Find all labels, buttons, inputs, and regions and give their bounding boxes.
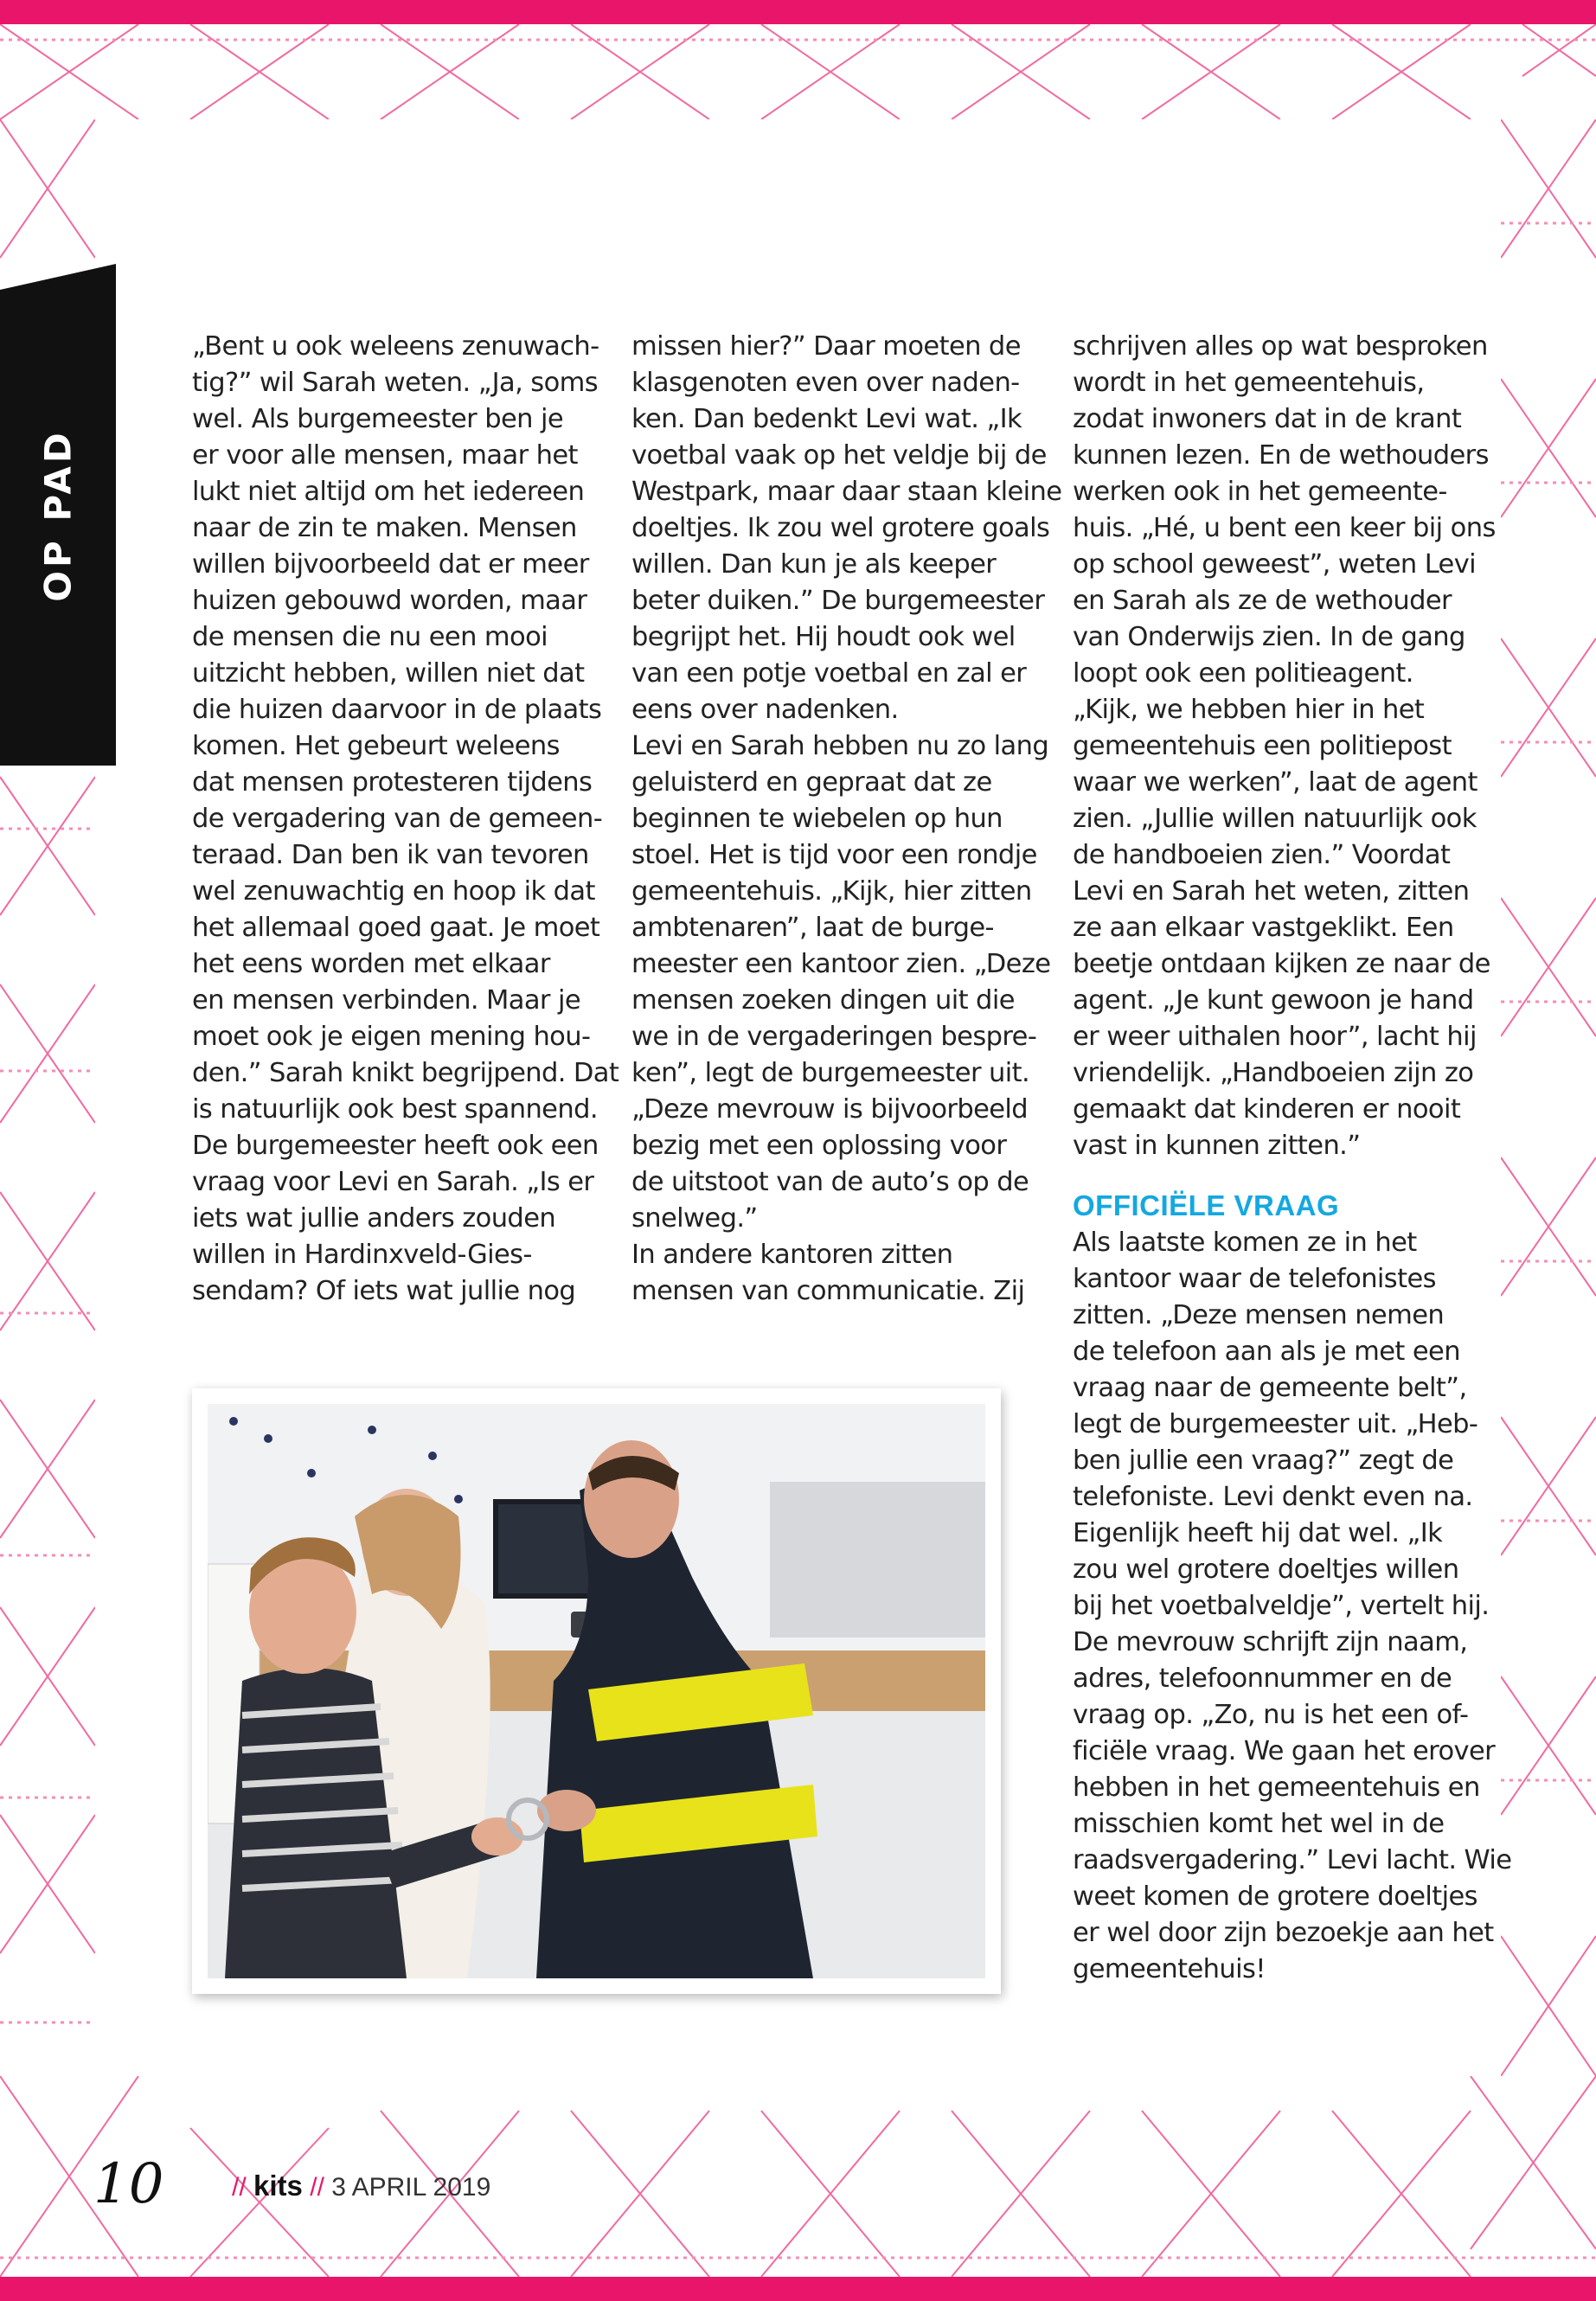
- body-line: is natuurlijk ook best spannend.: [192, 1094, 598, 1125]
- body-line: de uitstoot van de auto’s op de: [631, 1167, 1029, 1197]
- body-line: zien. „Jullie willen natuurlijk ook: [1073, 804, 1477, 834]
- right-pattern-border: [1501, 119, 1596, 2076]
- body-line: zou wel grotere doeltjes willen: [1073, 1554, 1459, 1585]
- body-line: vast in kunnen zitten.”: [1073, 1131, 1361, 1161]
- body-line: wel. Als burgemeester ben je: [192, 404, 563, 434]
- body-line: uitzicht hebben, willen niet dat: [192, 658, 585, 689]
- body-line: eens over nadenken.: [631, 695, 899, 725]
- body-line: willen. Dan kun je als keeper: [631, 549, 997, 580]
- body-line: weet komen de grotere doeltjes: [1073, 1881, 1477, 1912]
- body-line: iets wat jullie anders zouden: [192, 1203, 556, 1234]
- body-line: willen in Hardinxveld-Gies-: [192, 1240, 532, 1270]
- body-line: komen. Het gebeurt weleens: [192, 731, 560, 761]
- body-line: die huizen daarvoor in de plaats: [192, 695, 602, 725]
- body-line: beter duiken.” De burgemeester: [631, 586, 1045, 616]
- article-column-3: [1073, 329, 1512, 1988]
- body-line: sendam? Of iets wat jullie nog: [192, 1276, 576, 1306]
- body-line: gemeentehuis. „Kijk, hier zitten: [631, 876, 1032, 907]
- body-line: en mensen verbinden. Maar je: [192, 985, 581, 1016]
- body-line: den.” Sarah knikt begrijpend. Dat: [192, 1058, 619, 1088]
- page-number: 10: [93, 2152, 164, 2216]
- subheading-officiele-vraag: OFFICIËLE VRAAG: [1073, 1189, 1340, 1221]
- body-line: willen bijvoorbeeld dat er meer: [192, 549, 589, 580]
- body-line: werken ook in het gemeente-: [1073, 477, 1447, 507]
- footer-brand: kits: [253, 2170, 303, 2202]
- footer-masthead: [232, 2170, 490, 2202]
- body-line: De burgemeester heeft ook een: [192, 1131, 599, 1161]
- body-line: Westpark, maar daar staan kleine: [631, 477, 1062, 507]
- body-line: de mensen die nu een mooi: [192, 622, 548, 652]
- footer-slash: //: [232, 2173, 247, 2202]
- body-line: kantoor waar de telefonistes: [1073, 1264, 1436, 1294]
- body-line: vraag voor Levi en Sarah. „Is er: [192, 1167, 594, 1197]
- body-line: „Deze mevrouw is bijvoorbeeld: [631, 1094, 1029, 1125]
- body-line: „Kijk, we hebben hier in het: [1073, 695, 1425, 725]
- body-line: gemaakt dat kinderen er nooit: [1073, 1094, 1461, 1125]
- article-column-2: [631, 329, 1062, 1310]
- body-line: In andere kantoren zitten: [631, 1240, 953, 1270]
- body-line: het eens worden met elkaar: [192, 949, 550, 979]
- body-line: en Sarah als ze de wethouder: [1073, 586, 1452, 616]
- top-accent-bar: [0, 0, 1596, 24]
- body-line: bezig met een oplossing voor: [631, 1131, 1007, 1161]
- body-line: tig?” wil Sarah weten. „Ja, soms: [192, 368, 599, 398]
- body-line: teraad. Dan ben ik van tevoren: [192, 840, 589, 870]
- body-line: het allemaal goed gaat. Je moet: [192, 913, 600, 943]
- body-line: De mevrouw schrijft zijn naam,: [1073, 1627, 1468, 1657]
- body-line: ken”, legt de burgemeester uit.: [631, 1058, 1030, 1088]
- body-line: doeltjes. Ik zou wel grotere goals: [631, 513, 1050, 543]
- body-line: beginnen te wiebelen op hun: [631, 804, 1003, 834]
- body-line: loopt ook een politieagent.: [1073, 658, 1413, 689]
- body-line: wel zenuwachtig en hoop ik dat: [192, 876, 595, 907]
- body-line: de telefoon aan als je met een: [1073, 1336, 1460, 1367]
- footer-slash: //: [310, 2173, 324, 2202]
- body-line: meester een kantoor zien. „Deze: [631, 949, 1051, 979]
- top-pattern-border: [0, 24, 1596, 119]
- body-line: gemeentehuis een politiepost: [1073, 731, 1452, 761]
- body-line: schrijven alles op wat besproken: [1073, 331, 1488, 362]
- body-line: missen hier?” Daar moeten de: [631, 331, 1021, 362]
- body-line: geluisterd en gepraat dat ze: [631, 767, 992, 798]
- body-line: ken. Dan bedenkt Levi wat. „Ik: [631, 404, 1022, 434]
- body-line: van een potje voetbal en zal er: [631, 658, 1027, 689]
- body-line: de handboeien zien.” Voordat: [1073, 840, 1451, 870]
- body-line: naar de zin te maken. Mensen: [192, 513, 577, 543]
- body-line: snelweg.”: [631, 1203, 758, 1234]
- body-line: Als laatste komen ze in het: [1073, 1227, 1417, 1258]
- body-line: agent. „Je kunt gewoon je hand: [1073, 985, 1474, 1016]
- body-line: kunnen lezen. En de wethouders: [1073, 440, 1489, 471]
- body-line: mensen zoeken dingen uit die: [631, 985, 1015, 1016]
- body-line: adres, telefoonnummer en de: [1073, 1663, 1452, 1694]
- body-line: op school geweest”, weten Levi: [1073, 549, 1477, 580]
- body-line: „Bent u ook weleens zenuwach-: [192, 331, 599, 362]
- body-line: Eigenlijk heeft hij dat wel. „Ik: [1073, 1518, 1443, 1548]
- body-line: telefoniste. Levi denkt even na.: [1073, 1482, 1473, 1512]
- footer-date: 3 APRIL 2019: [331, 2173, 491, 2202]
- body-line: ficiële vraag. We gaan het erover: [1073, 1736, 1496, 1766]
- body-line: stoel. Het is tijd voor een rondje: [631, 840, 1037, 870]
- body-line: vriendelijk. „Handboeien zijn zo: [1073, 1058, 1474, 1088]
- bottom-accent-bar: [0, 2277, 1596, 2301]
- body-line: we in de vergaderingen bespre-: [631, 1022, 1037, 1052]
- body-line: mensen van communicatie. Zij: [631, 1276, 1025, 1306]
- body-line: begrijpt het. Hij houdt ook wel: [631, 622, 1016, 652]
- body-line: dat mensen protesteren tijdens: [192, 767, 593, 798]
- body-line: beetje ontdaan kijken ze naar de: [1073, 949, 1490, 979]
- section-label: OP PAD: [36, 429, 80, 602]
- body-line: ambtenaren”, laat de burge-: [631, 913, 994, 943]
- body-line: huis. „Hé, u bent een keer bij ons: [1073, 513, 1496, 543]
- body-line: Levi en Sarah hebben nu zo lang: [631, 731, 1049, 761]
- body-line: er wel door zijn bezoekje aan het: [1073, 1918, 1494, 1948]
- body-line: raadsvergadering.” Levi lacht. Wie: [1073, 1845, 1512, 1875]
- body-line: zodat inwoners dat in de krant: [1073, 404, 1462, 434]
- body-line: er voor alle mensen, maar het: [192, 440, 578, 471]
- body-line: waar we werken”, laat de agent: [1073, 767, 1477, 798]
- body-line: huizen gebouwd worden, maar: [192, 586, 587, 616]
- body-line: ze aan elkaar vastgeklikt. Een: [1073, 913, 1454, 943]
- body-line: klasgenoten even over naden-: [631, 368, 1020, 398]
- body-line: vraag op. „Zo, nu is het een of-: [1073, 1700, 1469, 1730]
- body-line: misschien komt het wel in de: [1073, 1809, 1445, 1839]
- body-line: de vergadering van de gemeen-: [192, 804, 603, 834]
- body-line: wordt in het gemeentehuis,: [1073, 368, 1425, 398]
- body-line: Levi en Sarah het weten, zitten: [1073, 876, 1470, 907]
- body-line: lukt niet altijd om het iedereen: [192, 477, 585, 507]
- body-line: ben jullie een vraag?” zegt de: [1073, 1445, 1454, 1476]
- body-line: er weer uithalen hoor”, lacht hij: [1073, 1022, 1477, 1052]
- body-line: vraag naar de gemeente belt”,: [1073, 1373, 1467, 1403]
- body-line: moet ook je eigen mening hou-: [192, 1022, 591, 1052]
- body-line: legt de burgemeester uit. „Heb-: [1073, 1409, 1478, 1439]
- body-line: bij het voetbalveldje”, vertelt hij.: [1073, 1591, 1490, 1621]
- article-column-1: [192, 329, 619, 1310]
- body-line: zitten. „Deze mensen nemen: [1073, 1300, 1445, 1330]
- article-photo: [208, 1404, 985, 1978]
- body-line: gemeentehuis!: [1073, 1954, 1266, 1984]
- body-line: van Onderwijs zien. In de gang: [1073, 622, 1465, 652]
- photo-frame: [192, 1388, 1001, 1994]
- body-line: hebben in het gemeentehuis en: [1073, 1772, 1480, 1803]
- body-line: voetbal vaak op het veldje bij de: [631, 440, 1047, 471]
